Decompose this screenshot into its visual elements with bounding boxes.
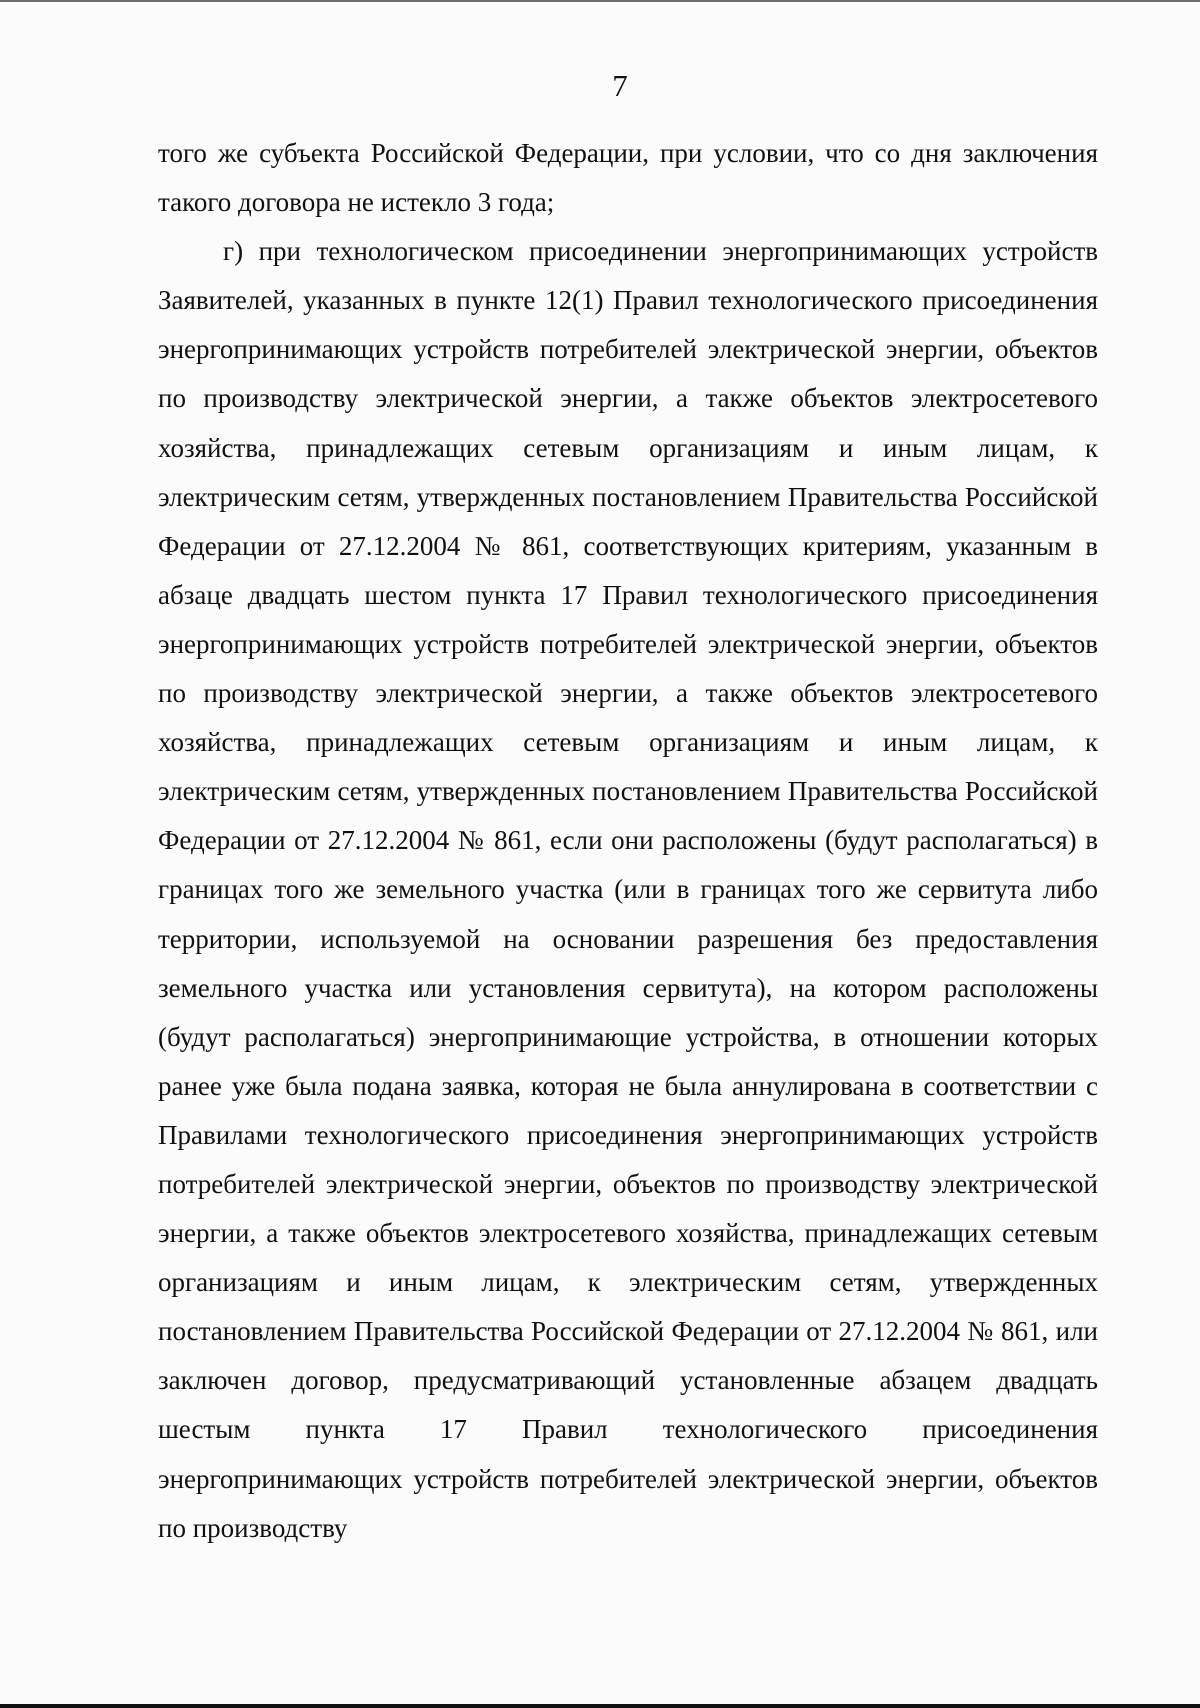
page-number: 7 [612, 68, 628, 103]
paragraph-g: г) при технологическом присоединении энергопринимающих устройств Заявителей, указанных в пункте 12(1) Правил технологического присоединения энергопринимающих устройств потребителей электрической энергии, объектов по производству электрической энергии, а также объектов электросетевого хозяйства, принадлежащих сетевым организациям и иным лицам, к электрическим сетям, утвержденных постановлением Правительства Российской Федерации от 27.12.2004 № 861, соответствующих критериям, указанным в абзаце двадцать шестом пункта 17 Правил технологического присоединения энергопринимающих устройств потребителей электрической энергии, объектов по производству электрической энергии, а также объектов электросетевого хозяйства, принадлежащих сетевым организациям и иным лицам, к электрическим сетям, утвержденных постановлением Правительства Российской Федерации от 27.12.2004 № 861, если они расположены (будут располагаться) в границах того же земельного участка (или в границах того же сервитута либо территории, используемой на основании разрешения без предоставления земельного участка или установления сервитута), на котором расположены (будут располагаться) энергопринимающие устройства, в отношении которых ранее уже была подана заявка, которая не была аннулирована в соответствии с Правилами технологического присоединения энергопринимающих устройств потребителей электрической энергии, объектов по производству электрической энергии, а также объектов электросетевого хозяйства, принадлежащих сетевым организациям и иным лицам, к электрическим сетям, утвержденных постановлением Правительства Российской Федерации от 27.12.2004 № 861, или заключен договор, предусматривающий установленные абзацем двадцать шестым пункта 17 Правил технологического присоединения энергопринимающих устройств потребителей электрической энергии, объектов по производству [158, 236, 1098, 1543]
paragraph-continuation: того же субъекта Российской Федерации, при условии, что со дня заключения такого договора не истекло 3 года; [158, 138, 1098, 218]
body-text [158, 129, 1098, 1553]
